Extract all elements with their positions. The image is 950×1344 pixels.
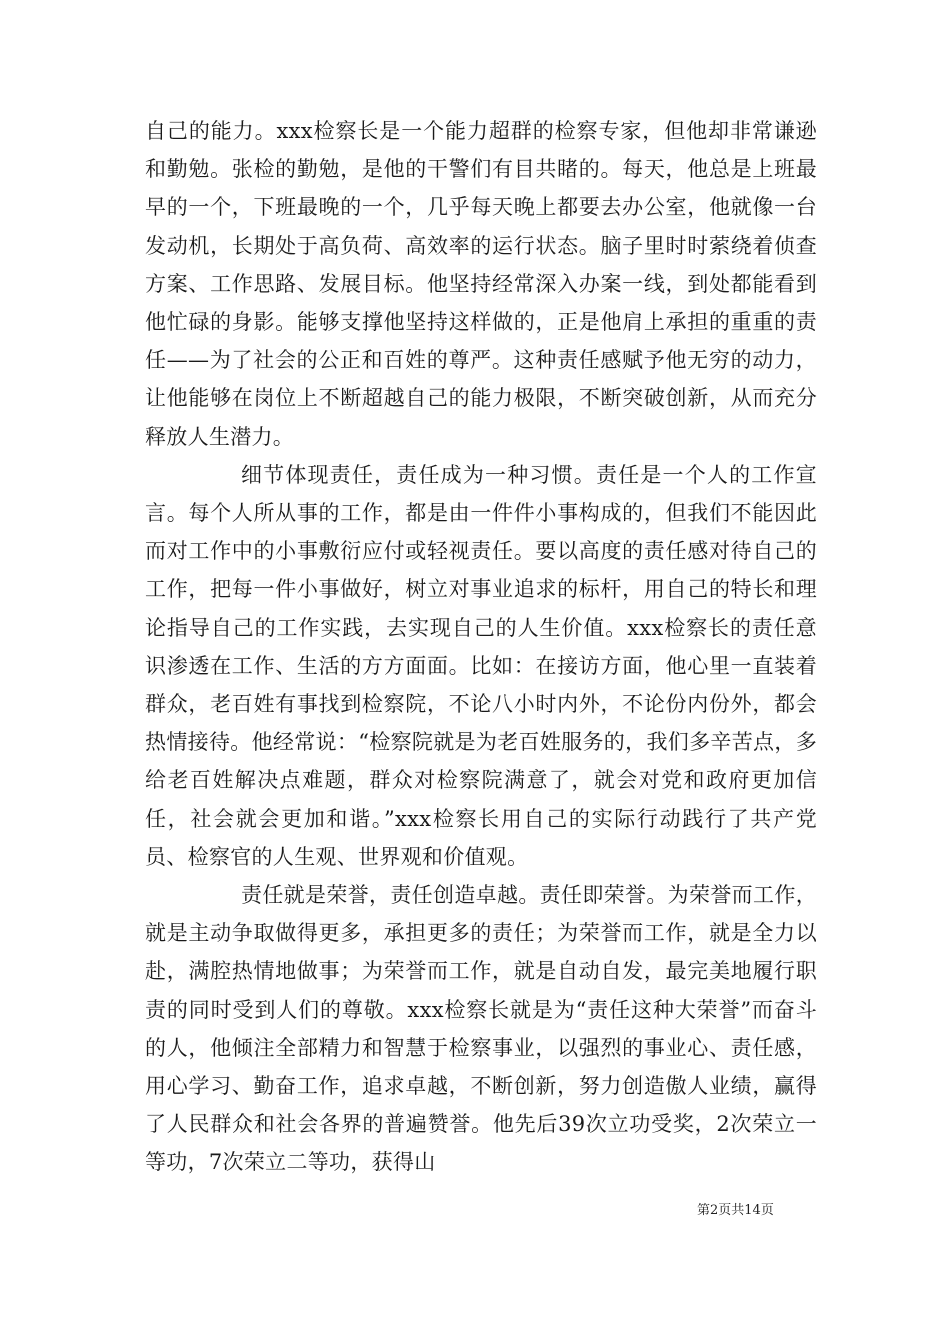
paragraph-2: 细节体现责任，责任成为一种习惯。责任是一个人的工作宣言。每个人所从事的工作，都是由一件件小事构成的，但我们不能因此而对工作中的小事敷衍应付或轻视责任。要以高度的责任感对待自己的工作，把每一件小事做好，树立对事业追求的标杆，用自己的特长和理论指导自己的工作实践，去实现自己的人生价值。xxx检察长的责任意识渗透在工作、生活的方方面面。比如：在接访方面，他心里一直装着群众，老百姓有事找到检察院，不论八小时内外，不论份内份外，都会热情接待。他经常说：“检察院就是为老百姓服务的，我们多辛苦点，多给老百姓解决点难题，群众对检察院满意了，就会对党和政府更加信任，社会就会更加和谐。”xxx检察长用自己的实际行动践行了共产党员、检察官的人生观、世界观和价值观。: [145, 462, 817, 869]
page-number: 第2页共14页: [697, 1203, 774, 1218]
document-body: [145, 112, 817, 1182]
paragraph-1: 自己的能力。xxx检察长是一个能力超群的检察专家，但他却非常谦逊和勤勉。张检的勤勉，是他的干警们有目共睹的。每天，他总是上班最早的一个，下班最晚的一个，几乎每天晚上都要去办公室，他就像一台发动机，长期处于高负荷、高效率的运行状态。脑子里时时萦绕着侦查方案、工作思路、发展目标。他坚持经常深入办案一线，到处都能看到他忙碌的身影。能够支撑他坚持这样做的，正是他肩上承担的重重的责任——为了社会的公正和百姓的尊严。这种责任感赋予他无穷的动力，让他能够在岗位上不断超越自己的能力极限，不断突破创新，从而充分释放人生潜力。: [145, 119, 817, 449]
paragraph-3: 责任就是荣誉，责任创造卓越。责任即荣誉。为荣誉而工作，就是主动争取做得更多，承担更多的责任；为荣誉而工作，就是全力以赴，满腔热情地做事；为荣誉而工作，就是自动自发，最完美地履行职责的同时受到人们的尊敬。xxx检察长就是为“责任这种大荣誉”而奋斗的人，他倾注全部精力和智慧于检察事业，以强烈的事业心、责任感，用心学习、勤奋工作，追求卓越，不断创新，努力创造傲人业绩，赢得了人民群众和社会各界的普遍赞誉。他先后39次立功受奖，2次荣立一等功，7次荣立二等功，获得山: [145, 883, 817, 1175]
